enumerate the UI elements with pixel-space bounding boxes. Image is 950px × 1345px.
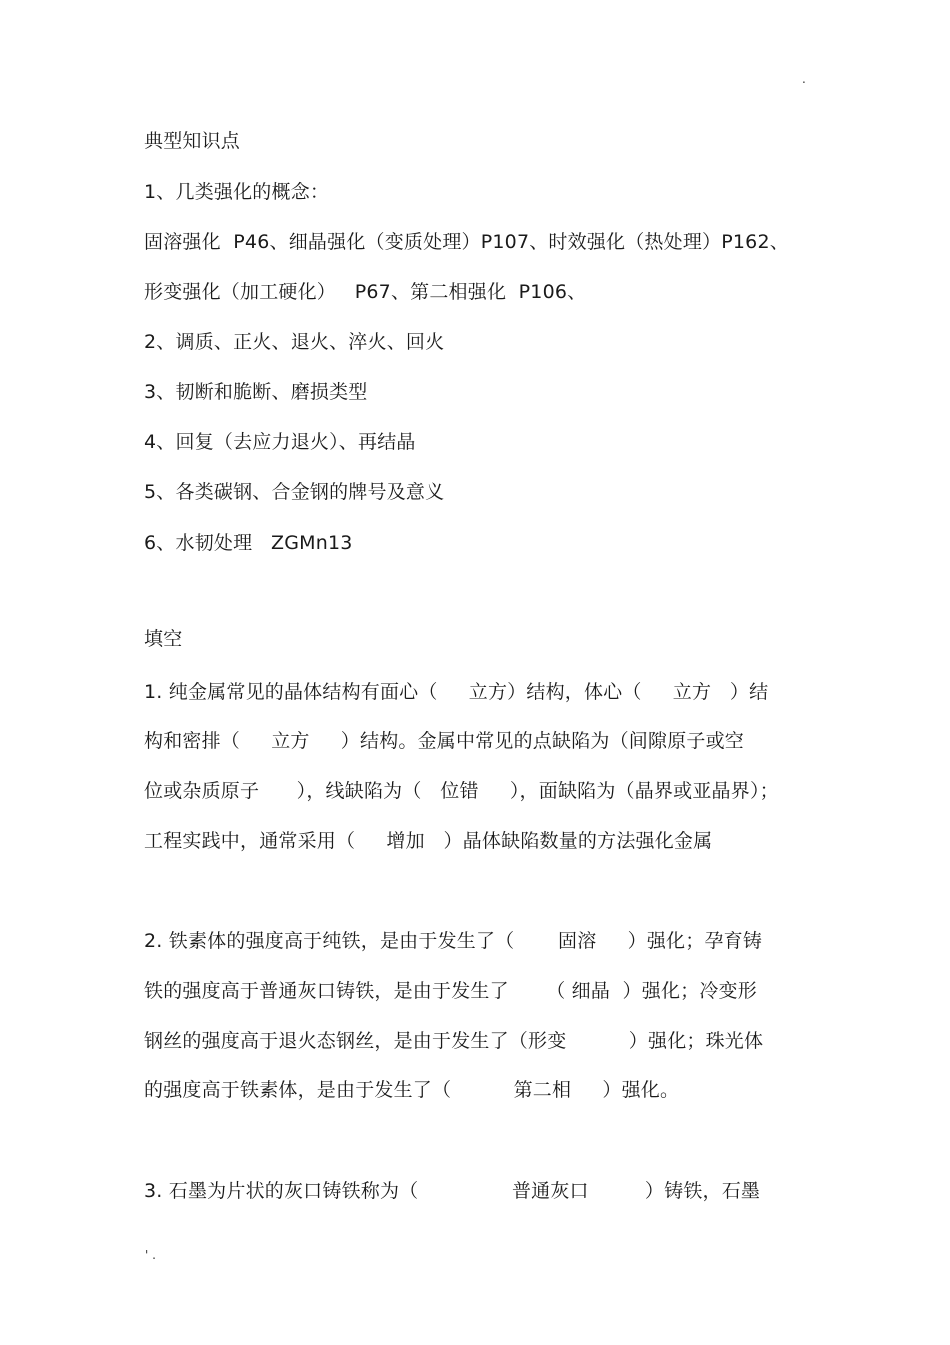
text-line: 5、各类碳钢、合金钢的牌号及意义	[144, 481, 445, 503]
question-line: 工程实践中，通常采用（ 增加 ）晶体缺陷数量的方法强化金属	[144, 830, 713, 852]
text-line: 4、回复（去应力退火）、再结晶	[144, 431, 416, 453]
text-line: 6、水韧处理 ZGMn13	[144, 532, 353, 554]
question-line: 1. 纯金属常见的晶体结构有面心（ 立方）结构，体心（ 立方 ）结	[144, 681, 769, 703]
question-line: 的强度高于铁素体，是由于发生了（ 第二相 ）强化。	[144, 1079, 680, 1101]
question-line: 2. 铁素体的强度高于纯铁，是由于发生了（ 固溶 ）强化；孕育铸	[144, 930, 763, 952]
question-line: 钢丝的强度高于退火态钢丝，是由于发生了（形变 ）强化；珠光体	[144, 1030, 764, 1052]
text-line: 1、几类强化的概念：	[144, 181, 330, 203]
question-line: 位或杂质原子 ），线缺陷为（ 位错 ），面缺陷为（晶界或亚晶界）；	[144, 780, 779, 802]
question-line: 3. 石墨为片状的灰口铸铁称为（ 普通灰口 ）铸铁，石墨	[144, 1180, 761, 1202]
footer-mark: ' .	[145, 1248, 156, 1262]
corner-mark: .	[802, 72, 806, 86]
text-line: 固溶强化 P46、细晶强化（变质处理）P107、时效强化（热处理）P162、	[144, 231, 789, 253]
question-line: 构和密排（ 立方 ）结构。金属中常见的点缺陷为（间隙原子或空	[144, 730, 744, 752]
question-line: 铁的强度高于普通灰口铸铁，是由于发生了 （ 细晶 ）强化；冷变形	[144, 980, 757, 1002]
section-heading: 典型知识点	[144, 130, 241, 152]
section-heading: 填空	[144, 628, 183, 650]
text-line: 2、调质、正火、退火、淬火、回火	[144, 331, 445, 353]
text-line: 3、韧断和脆断、磨损类型	[144, 381, 368, 403]
text-line: 形变强化（加工硬化） P67、第二相强化 P106、	[144, 281, 587, 303]
